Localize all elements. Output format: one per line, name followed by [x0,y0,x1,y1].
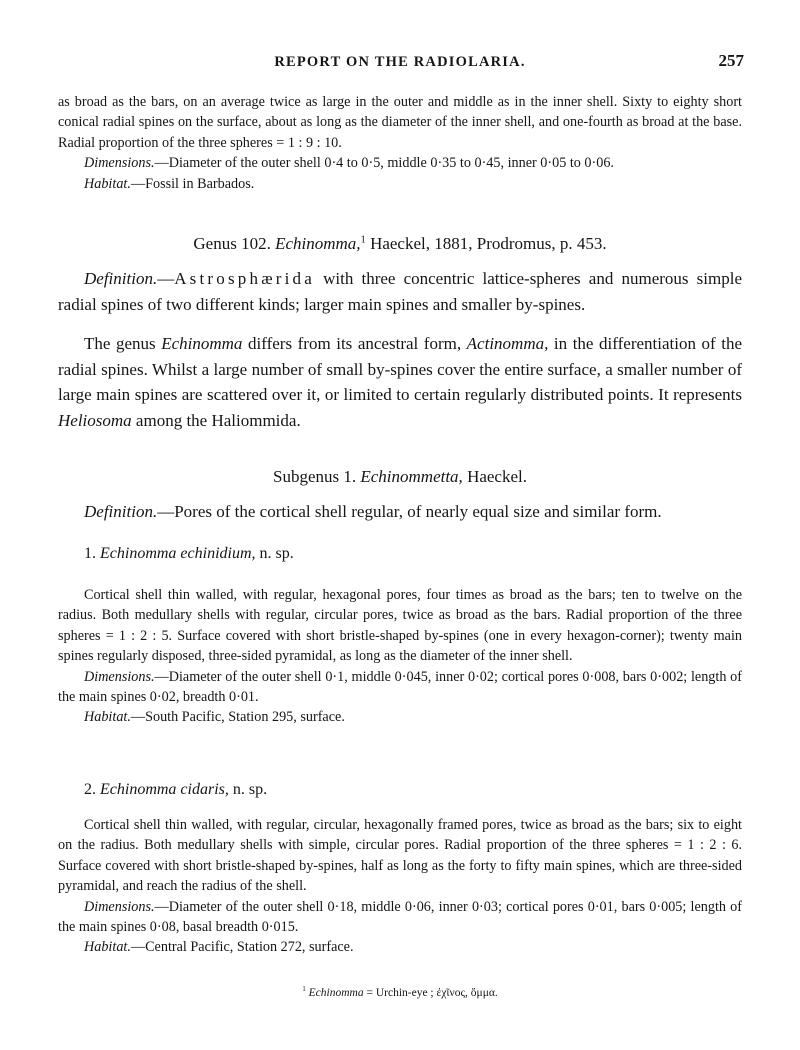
text-run: in the differentiation of the radial spines. Whilst a large number of small by-spines cover the entire surface, a smaller number of large main spines are scattered over it, or limited to certain regularly distributed points. It represents [58,334,743,405]
footnote-text: = Urchin-eye ; ἐχῖνος, ὄμμα. [366,987,498,999]
dimensions-label: Dimensions. [84,898,155,915]
definition-label: Definition. [84,502,158,521]
continuation-text: as broad as the bars, on an average twice as large in the outer and middle as in the inner shell. Sixty to eighty short conical radial spines on the surface, about as long as the diameter of the inner shell, and one-fourth as broad at the base. Radial proportion of the three spheres = 1 : 9 : 10. [58,94,742,151]
text-run: among the Haliommida. [135,410,301,430]
genus-definition-block [58,266,742,317]
continuation-habitat [58,174,742,194]
species-dimensions [58,897,742,938]
species-habitat [58,937,742,957]
species-heading [84,545,768,563]
footnote-mark: 1 [302,985,306,994]
footnote-reference: 1 [360,234,366,246]
genus-discussion-block [58,331,742,433]
subgenus-name: Echinommetta, [360,467,463,486]
species-number: 2. [84,781,96,798]
dimensions-text: —Diameter of the outer shell 0·4 to 0·5, middle 0·35 to 0·45, inner 0·05 to 0·06. [154,155,614,172]
species-description: Cortical shell thin walled, with regular, hexagonal pores, four times as broad as the bars; ten to twelve on the radius. Both medullary shells with regular, circular pores, twice as broad as the bars. Radial proportion of the three spheres = 1 : 2 : 5. Surface covered with short bristle-shaped by-spines (one in every hexagon-corner); twenty main spines regularly disposed, three-sided pyramidal, as long as the diameter of the inner shell. [58,587,742,665]
species-name: Echinomma echinidium, [100,545,256,562]
genus-name: Echinomma, [275,234,361,253]
species-status: n. sp. [232,781,268,798]
species-status: n. sp. [259,545,294,562]
subgenus-author: Haeckel. [467,467,527,486]
species-habitat [58,707,742,727]
subgenus-prefix: Subgenus 1. [272,467,357,486]
dimensions-text: —Diameter of the outer shell 0·18, middle 0·06, inner 0·03; cortical pores 0·01, bars 0·005; length of the main spines 0·08, basal breadth 0·015. [58,898,742,936]
family-name: Astrosphærida [174,269,315,288]
species-name: Echinomma cidaris, [100,781,229,798]
text-run: The genus [84,334,156,353]
footnote [58,987,742,999]
species-heading [84,781,768,799]
species-dimensions [58,667,742,708]
dimensions-text: —Diameter of the outer shell 0·1, middle 0·045, inner 0·02; cortical pores 0·008, bars 0·002; length of the main spines 0·02, breadth 0·01. [58,668,742,706]
genus-definition [58,266,742,317]
definition-text: with three concentric lattice-spheres and numerous simple radial spines of two different kinds; larger main spines and smaller by-spines. [58,269,742,314]
subgenus-heading [58,467,742,487]
page-number: 257 [718,51,744,70]
text-run: differs from its ancestral form, [248,334,462,353]
habitat-label: Habitat. [84,939,131,956]
definition-dash: — [157,269,175,288]
habitat-label: Habitat. [84,175,131,192]
heliosoma-name: Heliosoma [58,410,132,430]
definition-label: Definition. [84,269,158,288]
genus-heading [58,234,742,254]
continuation-dimensions [58,153,742,173]
genus-authority: Haeckel, 1881, Prodromus, p. 453. [370,234,607,253]
dimensions-label: Dimensions. [84,668,155,685]
genus-discussion [58,331,742,433]
genus-name-inline: Echinomma [161,334,243,353]
ancestor-name: Actinomma, [466,334,549,353]
subgenus-definition [58,499,742,525]
genus-prefix: Genus 102. [193,234,271,253]
habitat-label: Habitat. [84,709,131,726]
species-block [58,815,742,958]
species-number: 1. [84,545,96,562]
species-description: Cortical shell thin walled, with regular, circular, hexagonally framed pores, twice as broad as the bars; six to eight on the radius. Both medullary shells with simple, circular pores. Radial proportion of the three spheres = 1 : 2 : 6. Surface covered with short bristle-shaped by-spines, half as long as the forty to fifty main spines, which are three-sided pyramidal, and reach the radius of the shell. [58,817,742,895]
continuation-block [58,92,742,194]
habitat-text: —Central Pacific, Station 272, surface. [130,939,354,956]
species-block [58,585,742,728]
dimensions-label: Dimensions. [84,155,155,172]
definition-text: —Pores of the cortical shell regular, of nearly equal size and similar form. [157,502,662,521]
habitat-text: —South Pacific, Station 295, surface. [130,709,345,726]
footnote-term: Echinomma [308,987,364,999]
subgenus-definition-block [58,499,742,525]
running-header: REPORT ON THE RADIOLARIA. [274,54,526,70]
habitat-text: —Fossil in Barbados. [130,175,255,192]
